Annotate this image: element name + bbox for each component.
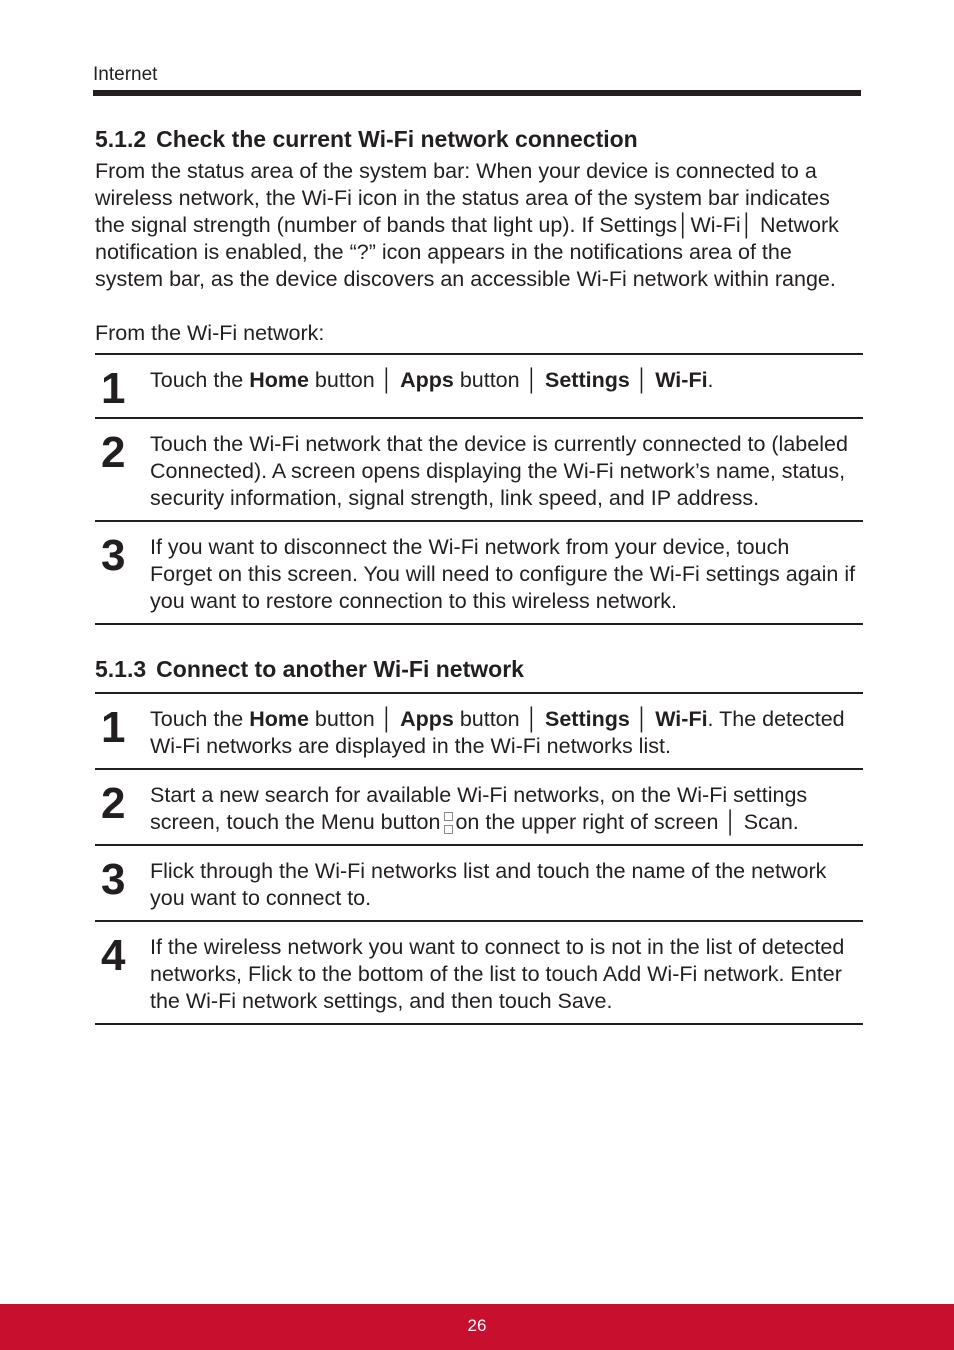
section-number: 5.1.3: [95, 656, 147, 682]
page-number: 26: [467, 1316, 487, 1335]
step-number: 1: [101, 703, 126, 752]
text-run: │: [629, 368, 656, 392]
section-heading: [95, 124, 863, 154]
step-text: Flick through the Wi-Fi networks list and touch the name of the network you want to connect to.: [150, 859, 827, 910]
apps-term: Apps: [400, 368, 454, 392]
step-text: [150, 782, 863, 836]
section-title: Connect to another Wi-Fi network: [156, 656, 524, 682]
page-content: [95, 124, 863, 1025]
step-number: 3: [101, 855, 126, 904]
text-run: Start a new search for available Wi-Fi networks, on the Wi-Fi settings screen, touch the Menu button: [150, 783, 808, 834]
header-rule: [93, 90, 861, 96]
home-term: Home: [249, 707, 309, 731]
step: [95, 522, 863, 625]
text-run: button │: [453, 368, 545, 392]
step-text: If you want to disconnect the Wi-Fi network from your device, touch Forget on this screen. You will need to configure the Wi-Fi settings again if you want to restore connection to this wireless network.: [150, 535, 856, 613]
wifi-term: Wi-Fi: [655, 707, 708, 731]
steps-list: [95, 692, 863, 1025]
section-check-connection: [95, 124, 863, 625]
wifi-term: Wi-Fi: [655, 368, 708, 392]
step-text: [150, 367, 863, 394]
section-heading: [95, 654, 863, 684]
step-number: 3: [101, 531, 126, 580]
step-text: If the wireless network you want to connect to is not in the list of detected networks, Flick to the bottom of the list to touch Add Wi-Fi network. Enter the Wi-Fi network settings, and then touch Save.: [150, 935, 845, 1013]
step-number: 2: [101, 428, 126, 477]
menu-icon: [444, 812, 453, 834]
text-run: button │: [308, 707, 401, 731]
running-header: Internet: [93, 64, 158, 85]
settings-term: Settings: [544, 368, 630, 392]
section-body: From the status area of the system bar: When your device is connected to a wireless network, the Wi-Fi icon in the status area of the system bar indicates the signal strength (number of bands that light up). If Settings│Wi-Fi│ Network notification is enabled, the “?” icon appears in the notifications area of the system bar, as the device discovers an accessible Wi-Fi network within range.: [95, 159, 839, 291]
steps-intro: From the Wi-Fi network:: [95, 321, 325, 345]
text-run: .: [707, 368, 714, 392]
text-run: on the upper right of screen │ Scan.: [455, 810, 799, 834]
text-run: button │: [308, 368, 401, 392]
settings-term: Settings: [544, 707, 630, 731]
apps-term: Apps: [400, 707, 454, 731]
text-run: button │: [453, 707, 545, 731]
step: [95, 922, 863, 1025]
step-number: 4: [101, 931, 126, 980]
steps-list: [95, 353, 863, 625]
step: [95, 419, 863, 522]
text-run: Touch the: [150, 368, 250, 392]
text-run: Touch the: [150, 707, 250, 731]
step: [95, 846, 863, 922]
section-connect-another: [95, 654, 863, 1025]
step-text: [150, 706, 863, 760]
step-number: 1: [101, 364, 126, 413]
section-title: Check the current Wi-Fi network connection: [156, 126, 638, 152]
step: [95, 770, 863, 846]
step: [95, 355, 863, 419]
text-run: . The detected Wi-Fi networks are displayed in the Wi-Fi networks list.: [150, 707, 845, 758]
step-text: Touch the Wi-Fi network that the device is currently connected to (labeled Connected). A screen opens displaying the Wi-Fi network’s name, status, security information, signal strength, link speed, and IP address.: [150, 432, 848, 510]
step-number: 2: [101, 779, 126, 828]
text-run: │: [629, 707, 656, 731]
section-number: 5.1.2: [95, 126, 147, 152]
step: [95, 694, 863, 770]
home-term: Home: [249, 368, 309, 392]
